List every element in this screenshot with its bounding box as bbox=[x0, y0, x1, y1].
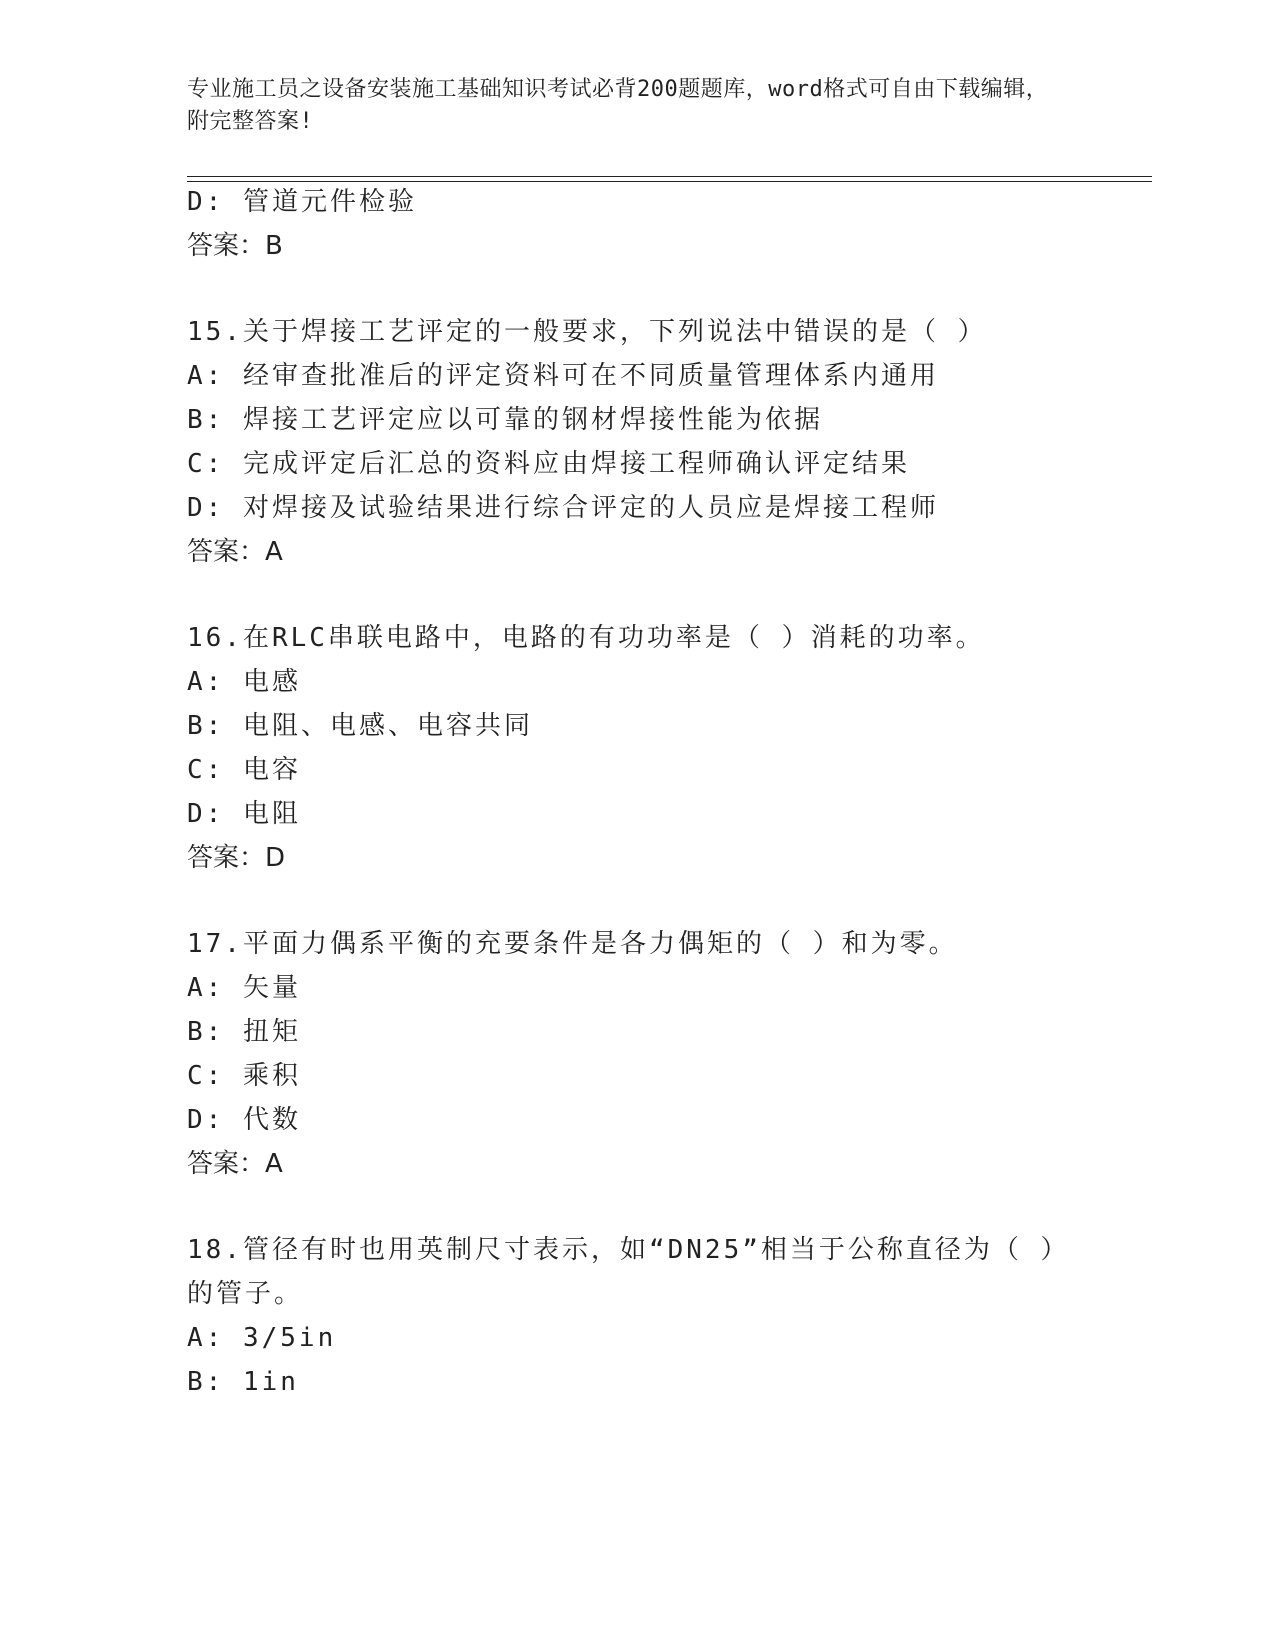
q16-option-d: D: 电阻 bbox=[187, 799, 301, 829]
document-header: 专业施工员之设备安装施工基础知识考试必背200题题库，word格式可自由下载编辑，附完整答案! bbox=[187, 77, 1049, 134]
q18-option-a: A: 3/5in bbox=[187, 1323, 337, 1353]
q16-option-b: B: 电阻、电感、电容共同 bbox=[187, 711, 533, 741]
header-divider-top bbox=[187, 176, 1152, 177]
q16-option-a: A: 电感 bbox=[187, 667, 301, 697]
q16-answer: 答案：D bbox=[187, 843, 286, 873]
q15-option-d: D: 对焊接及试验结果进行综合评定的人员应是焊接工程师 bbox=[187, 493, 939, 523]
q18-stem-line-1: 18.管径有时也用英制尺寸表示，如“DN25”相当于公称直径为（ ） bbox=[187, 1235, 1070, 1265]
q17-answer: 答案：A bbox=[187, 1149, 283, 1179]
q16-stem: 16.在RLC串联电路中，电路的有功功率是（ ）消耗的功率。 bbox=[187, 623, 985, 653]
q15-option-a: A: 经审查批准后的评定资料可在不同质量管理体系内通用 bbox=[187, 361, 939, 391]
q14-option-d: D: 管道元件检验 bbox=[187, 187, 417, 217]
q17-option-d: D: 代数 bbox=[187, 1105, 301, 1135]
q17-option-c: C: 乘积 bbox=[187, 1061, 301, 1091]
q14-answer: 答案：B bbox=[187, 231, 283, 261]
q17-option-a: A: 矢量 bbox=[187, 973, 301, 1003]
q17-stem: 17.平面力偶系平衡的充要条件是各力偶矩的（ ）和为零。 bbox=[187, 929, 958, 959]
q15-stem: 15.关于焊接工艺评定的一般要求，下列说法中错误的是（ ） bbox=[187, 317, 987, 347]
q18-stem-line-2: 的管子。 bbox=[187, 1279, 304, 1309]
q15-answer: 答案：A bbox=[187, 537, 283, 567]
header-divider-bottom bbox=[187, 181, 1152, 182]
q17-option-b: B: 扭矩 bbox=[187, 1017, 301, 1047]
q18-option-b: B: 1in bbox=[187, 1367, 299, 1397]
q15-option-c: C: 完成评定后汇总的资料应由焊接工程师确认评定结果 bbox=[187, 449, 910, 479]
q15-option-b: B: 焊接工艺评定应以可靠的钢材焊接性能为依据 bbox=[187, 405, 823, 435]
q16-option-c: C: 电容 bbox=[187, 755, 301, 785]
